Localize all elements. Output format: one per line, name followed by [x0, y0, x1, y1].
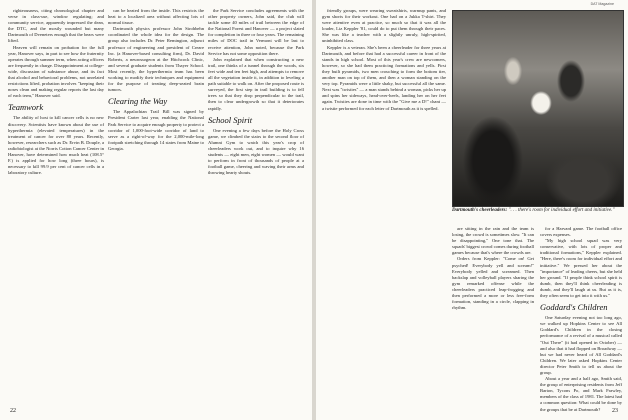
- left-column-2: [108, 8, 204, 152]
- cheerleaders-photo: [452, 10, 624, 207]
- paragraph: the Park Service concludes agreements with the other property owners, John said, the club will tackle some 40 miles of trail between the edge of the National Forest and Hanover — a project slated for completion in three or four years. The remaining miles of DOC trail in Vermont will be last to receive attention, John noted, because the Park Service has not some opposition there.: [208, 8, 304, 56]
- page-number-left: 22: [10, 408, 16, 414]
- paragraph: Orders from Keppler: "Come on! Get psyched! Everybody yell and scream!" Everybody yelled and screamed. Then backslap and volleyball players sharing the gym remarked offense while the cheerleaders practiced leap-frogging and then performed a more or less free-form formation, standing in a circle, clapping in rhythm.: [452, 256, 534, 311]
- paragraph: One evening a few days before the Holy Cross game, we climbed the stairs to the second floor of Alumni Gym to watch this year's crop of cheerleaders work out, and to inquire why 16 students — eight men, eight women — would want to perform in front of thousands of people at a football game, cheering and waving their arms and throwing hearty shouts.: [208, 127, 304, 176]
- right-page: [316, 0, 628, 420]
- section-heading-teamwork: Teamwork: [8, 102, 44, 113]
- section-heading-clearing-the-way: Clearing the Way: [108, 96, 168, 107]
- section-heading-goddards-children: Goddard's Children: [540, 302, 608, 313]
- paragraph: for a Harvard game. The football office covers expenses.: [540, 226, 622, 238]
- paragraph: friendly groups, were wearing sweatshirts, warmup pants, and gym shorts for their workout. One had on a Jukka T-shirt. They were attentive even at practice, so much so that it was all the louder, Liz Keppler '81, could do to put them through their paces. She was like a teacher with a slightly unruly, high-spirited, uninhibited class.: [322, 8, 446, 44]
- paragraph: Keppler is a veteran. She's been a cheerleader for three years at Dartmouth, and before that had a successful career in front of the stands in high school. Most of this year's crew are newcomers, however, so she had them practicing formations and yells. First they built pyramids, two men crouching to form the bottom tier, another man on top of them, and then a woman standing on the very top. Pyramids were a little shaky, but successful all the same. Next was "twisties" — a man stands behind a woman, picks her up and spins her sideways, head-over-heels, landing her on her feet again. Twisties are done in time with the "Give me a D!" chant — a twistie performed for each letter of Dartmouth as it is spelled.: [322, 44, 446, 111]
- page-number-right: 23: [612, 408, 618, 414]
- paragraph: The ability of host to kill cancer cells is no new discovery. Scientists have known about the use of hyperthermia (elevated temperatures) in the treatment of cancer for over 80 years. Recently, however, researchers such as Dr. Ervin B. Douple, a radiobiologist at the Norris Cotton Cancer Center in Hanover, have determined how much heat (108.5° F.) is applied for how long (three hours), is necessary to kill 99.9 per cent of cancer cells in a laboratory culture.: [8, 115, 104, 176]
- paragraph: are sitting in the rain and the team is losing, the crowd is sometimes slow. "It can be disappointing," One tone that. The squads' biggest crowd comes during football games because that's where the crowds are.: [452, 226, 534, 256]
- photo-caption: [452, 208, 624, 214]
- left-page: [0, 0, 312, 420]
- right-column-2: [452, 226, 534, 406]
- paragraph: Heaven will remain on probation for the full year, Hanover says, in part to see how the fraternity operates through summer term, when acting officers are frequently in charge. Disappointment at college-wide, discussion of substance abuse, and its fact that alcohol and behavioral problems, not unrelated restrictions lifted, probation involves "keeping their noses clean and making regular reports the last day of each term," Hanover said.: [8, 44, 104, 99]
- running-head: DAT Magazine: [590, 2, 614, 6]
- paragraph: "My high school squad was very conservative, with lots of proper and traditional formations," Keppler explained. "Here, there's room for individual effort and initiative." We pressed her about the "importance" of leading cheers, but she held her ground. "If people think school spirit is dumb, then they'll think cheerleading is dumb, and they'll laugh at us. But as it is, they often seem to get into it with us.": [540, 238, 622, 299]
- paragraph: The Appalachian Trail Bill was signed by President Carter last year, enabling the National Park Service to acquire enough property to protect a corridor of 1,000-foot-wide corridor of land to serve as a right-of-way for the 2,000-mile-long footpath stretching through 14 states from Maine to Georgia.: [108, 109, 204, 151]
- paragraph: One Saturday evening not too long ago, we walked up Hopkins Center to see All Goddard's Children in the closing performance of a revival of a musical called "Out There" (it had opened in October) — and also that it had flopped on Broadway — but we had never heard of All Goddard's Children. We later asked Hopkins Center director Peter Smith to tell us about the group.: [540, 315, 622, 375]
- paragraph: About a year and a half ago, Smith said, the group of enterprising residents from Jeff Barton, Tycons Po, and Mark Frawley, members of the class of 1981. The latest had a common question: What could be done by the groups that be at Dartmouth?: [540, 376, 622, 412]
- section-heading-school-spirit: School Spirit: [208, 114, 253, 125]
- paragraph: John explained that when constructing a new trail, one thinks of a tunnel through the woods, six feet wide and ten feet high, and attempts to remove all the vegetation inside it, in addition to leveling a path suitable to walk on. After the proposed route is surveyed, the first step in trail building is to fell trees so that they drop perpendicular to the trail, then to clear undergrowth so that it deteriorates rapidly.: [208, 56, 304, 111]
- right-column-1: [322, 8, 446, 112]
- photo-caption-text: ". . . there's room for individual effort and initiative.": [508, 208, 615, 213]
- photo-caption-bold: Dartmouth's cheerleaders:: [452, 208, 508, 213]
- left-column-1: [8, 8, 104, 176]
- paragraph: righteousness, citing chronological chapter and verse in class-use, window regulating; and community service, apparently impressed the dean, the DTC, and the mostly wounded but many Dartmouth of Dveneters enough that the bears were lifted.: [8, 8, 104, 44]
- paragraph: can be heated from the inside. This restricts the heat to a localized area without affecting lots of normal tissue.: [108, 8, 204, 26]
- left-column-3: [208, 8, 304, 176]
- paragraph: Dartmouth physics professor John Strohbehn coordinated the whole idea for the design. The group also includes Dr. Peter Remington, adjunct professor of engineering and president of Creare Inc. (a Hanover-based consulting firm), Dr. David Roberts, a neurosurgeon at the Hitchcock Clinic, and several graduate students from Thayer School. Most recently, the hyperthermia team has been working to modify their techniques and equipment for the purpose of treating deep-seated brain tumors.: [108, 26, 204, 93]
